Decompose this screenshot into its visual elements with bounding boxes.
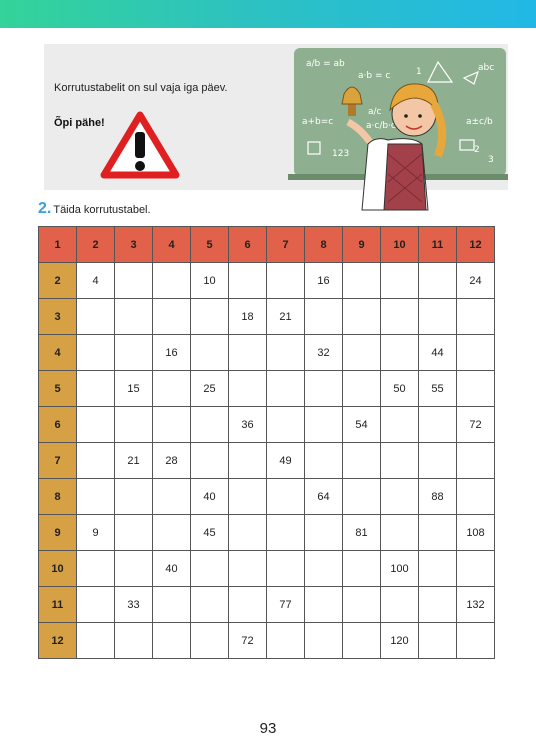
table-row [39,515,495,551]
table-cell[interactable] [153,407,191,443]
table-cell[interactable]: 88 [419,479,457,515]
board-formula: abc [478,63,495,73]
table-cell[interactable] [419,263,457,299]
table-cell[interactable] [115,515,153,551]
table-cell[interactable] [267,335,305,371]
table-row [39,299,495,335]
table-cell[interactable] [229,263,267,299]
column-header: 7 [267,227,305,263]
board-formula: a±c/b [466,117,493,127]
table-cell[interactable] [115,335,153,371]
board-formula: a/b = ab [306,59,345,69]
table-cell[interactable]: 9 [77,515,115,551]
table-row [39,479,495,515]
table-cell[interactable] [153,479,191,515]
table-cell[interactable]: 54 [343,407,381,443]
table-cell[interactable] [457,479,495,515]
table-cell[interactable] [229,443,267,479]
table-cell[interactable]: 44 [419,335,457,371]
table-cell[interactable] [191,587,229,623]
table-cell[interactable] [267,407,305,443]
table-cell[interactable] [229,587,267,623]
table-cell[interactable] [77,335,115,371]
table-cell[interactable] [191,443,229,479]
table-cell[interactable] [381,587,419,623]
table-cell[interactable] [305,551,343,587]
row-header: 6 [39,407,77,443]
board-formula: 1 [416,67,422,77]
table-header-row [39,227,495,263]
table-cell[interactable] [419,623,457,659]
table-cell[interactable] [343,587,381,623]
table-cell[interactable]: 49 [267,443,305,479]
table-cell[interactable] [457,551,495,587]
table-cell[interactable] [153,299,191,335]
info-text: Korrutustabelit on sul vaja iga päev. [54,82,228,94]
table-row [39,371,495,407]
table-cell[interactable]: 33 [115,587,153,623]
table-cell[interactable] [77,407,115,443]
table-cell[interactable] [457,371,495,407]
row-header: 12 [39,623,77,659]
learn-by-heart-text: Õpi pähe! [54,117,105,129]
task-number: 2. [38,200,52,217]
table-cell[interactable] [305,299,343,335]
table-cell[interactable]: 132 [457,587,495,623]
table-cell[interactable] [305,371,343,407]
board-formula: a·c/b·c [366,121,396,131]
table-cell[interactable]: 10 [191,263,229,299]
row-header: 11 [39,587,77,623]
table-row [39,335,495,371]
table-cell[interactable] [381,479,419,515]
board-formula: a+b=c [302,117,334,127]
table-row [39,443,495,479]
table-cell[interactable] [77,371,115,407]
table-cell[interactable] [305,623,343,659]
warning-icon [100,110,180,180]
table-cell[interactable]: 28 [153,443,191,479]
table-cell[interactable] [343,299,381,335]
table-cell[interactable] [153,587,191,623]
table-cell[interactable] [153,263,191,299]
table-cell[interactable] [381,299,419,335]
table-cell[interactable]: 120 [381,623,419,659]
table-cell[interactable] [191,407,229,443]
board-formula: a·b = c [358,71,391,81]
table-row [39,263,495,299]
table-cell[interactable] [343,443,381,479]
row-header: 4 [39,335,77,371]
table-cell[interactable] [77,587,115,623]
table-cell[interactable]: 15 [115,371,153,407]
table-cell[interactable]: 4 [77,263,115,299]
table-cell[interactable] [305,587,343,623]
board-formula: 2 [474,145,480,155]
table-cell[interactable] [115,551,153,587]
table-cell[interactable] [77,443,115,479]
page-number: 93 [259,720,277,737]
table-cell[interactable] [267,515,305,551]
row-header: 9 [39,515,77,551]
table-cell[interactable] [419,515,457,551]
column-header: 11 [419,227,457,263]
table-cell[interactable] [381,407,419,443]
table-cell[interactable]: 55 [419,371,457,407]
row-header: 7 [39,443,77,479]
table-cell[interactable] [419,407,457,443]
table-cell[interactable] [267,479,305,515]
table-cell[interactable] [457,335,495,371]
table-cell[interactable] [229,479,267,515]
table-cell[interactable] [229,335,267,371]
table-corner-cell: 1 [39,227,77,263]
table-cell[interactable]: 40 [153,551,191,587]
board-formula: 123 [332,149,350,159]
table-cell[interactable]: 32 [305,335,343,371]
table-cell[interactable]: 108 [457,515,495,551]
table-cell[interactable] [381,443,419,479]
table-cell[interactable] [305,443,343,479]
table-cell[interactable] [305,515,343,551]
table-cell[interactable] [381,263,419,299]
table-cell[interactable] [191,551,229,587]
table-cell[interactable] [343,479,381,515]
table-cell[interactable]: 72 [457,407,495,443]
table-cell[interactable] [77,551,115,587]
table-cell[interactable] [381,515,419,551]
task-instruction: Täida korrutustabel. [53,204,151,216]
board-formula: a/c [368,107,382,117]
table-cell[interactable] [267,263,305,299]
table-cell[interactable] [191,335,229,371]
table-cell[interactable]: 24 [457,263,495,299]
table-cell[interactable] [343,623,381,659]
table-cell[interactable]: 25 [191,371,229,407]
task-heading [38,200,151,218]
column-header: 3 [115,227,153,263]
table-cell[interactable] [115,479,153,515]
table-cell[interactable] [419,587,457,623]
table-cell[interactable] [115,299,153,335]
table-cell[interactable]: 72 [229,623,267,659]
table-cell[interactable]: 77 [267,587,305,623]
table-cell[interactable]: 45 [191,515,229,551]
table-cell[interactable] [115,407,153,443]
table-cell[interactable] [267,371,305,407]
table-cell[interactable] [267,623,305,659]
table-cell[interactable] [229,371,267,407]
table-cell[interactable] [343,551,381,587]
table-cell[interactable]: 21 [115,443,153,479]
column-header: 9 [343,227,381,263]
multiplication-table [38,226,495,659]
table-cell[interactable] [191,299,229,335]
table-cell[interactable] [457,623,495,659]
column-header: 8 [305,227,343,263]
table-cell[interactable] [419,551,457,587]
table-cell[interactable]: 40 [191,479,229,515]
table-cell[interactable] [153,515,191,551]
table-cell[interactable] [343,335,381,371]
table-cell[interactable] [77,299,115,335]
row-header: 8 [39,479,77,515]
table-cell[interactable] [229,551,267,587]
table-cell[interactable] [77,623,115,659]
table-cell[interactable]: 100 [381,551,419,587]
table-cell[interactable]: 16 [305,263,343,299]
row-header: 3 [39,299,77,335]
table-cell[interactable]: 16 [153,335,191,371]
table-cell[interactable] [115,263,153,299]
table-cell[interactable] [381,335,419,371]
table-cell[interactable] [457,299,495,335]
table-cell[interactable] [343,371,381,407]
table-cell[interactable]: 64 [305,479,343,515]
column-header: 6 [229,227,267,263]
table-cell[interactable] [419,443,457,479]
board-formula: 3 [488,155,494,165]
column-header: 5 [191,227,229,263]
table-cell[interactable] [229,515,267,551]
top-gradient-bar [0,0,536,28]
row-header: 2 [39,263,77,299]
column-header: 10 [381,227,419,263]
table-row [39,623,495,659]
row-header: 10 [39,551,77,587]
table-cell[interactable] [419,299,457,335]
table-cell[interactable] [267,551,305,587]
table-cell[interactable]: 18 [229,299,267,335]
table-cell[interactable] [305,407,343,443]
table-cell[interactable]: 36 [229,407,267,443]
column-header: 4 [153,227,191,263]
column-header: 2 [77,227,115,263]
chalkboard-illustration [288,44,508,214]
table-cell[interactable] [77,479,115,515]
table-cell[interactable] [343,263,381,299]
table-cell[interactable]: 50 [381,371,419,407]
table-cell[interactable] [191,623,229,659]
table-cell[interactable] [115,623,153,659]
row-header: 5 [39,371,77,407]
table-row [39,551,495,587]
table-cell[interactable] [153,371,191,407]
table-cell[interactable] [457,443,495,479]
table-cell[interactable] [153,623,191,659]
table-cell[interactable]: 21 [267,299,305,335]
column-header: 12 [457,227,495,263]
table-cell[interactable]: 81 [343,515,381,551]
table-row [39,587,495,623]
table-row [39,407,495,443]
